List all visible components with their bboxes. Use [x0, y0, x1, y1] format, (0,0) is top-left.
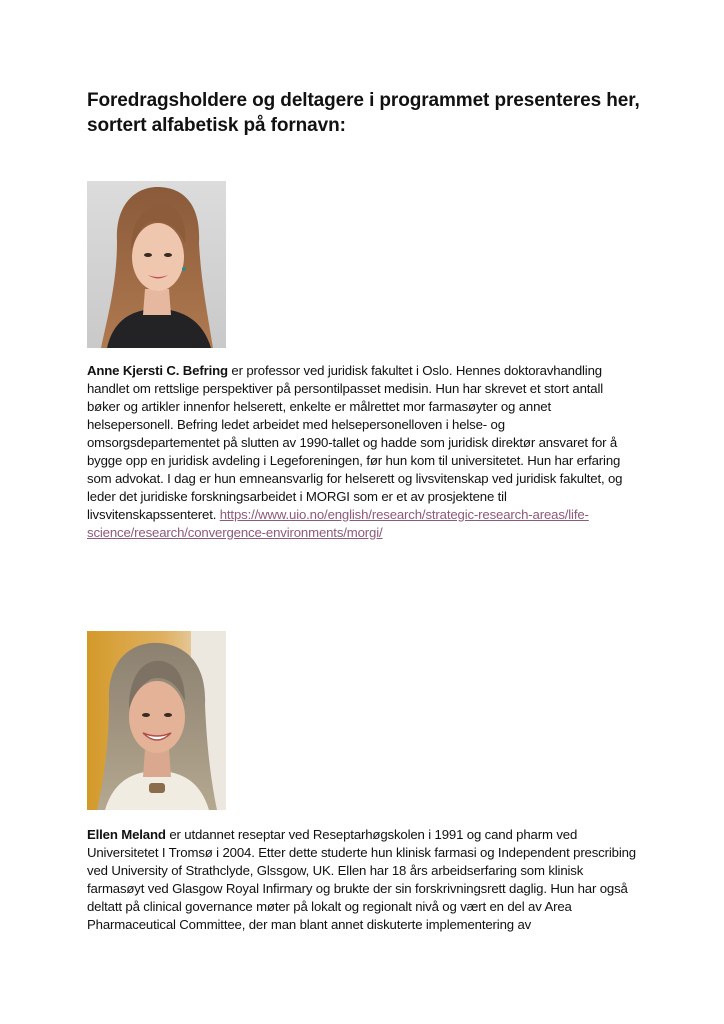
speaker-portrait-photo [87, 181, 226, 348]
speaker-bio-text: er utdannet reseptar ved Reseptarhøgskolen i 1991 og cand pharm ved Universitetet I Tromsø i 2004. Etter dette studerte hun klinisk farmasi og Independent prescribing ved University of Strathclyde, Glssgow, UK. Ellen har 18 års arbeidserfaring som klinisk farmasøyt ved Glasgow Royal Infirmary og brukte der sin forskrivningsrett daglig. Hun har også deltatt på clinical governance møter på lokalt og regionalt nivå og vært en del av Area Pharmaceutical Committee, der man blant annet diskuterte implementering av [87, 827, 636, 932]
page-heading: Foredragsholdere og deltagere i programmet presenteres her, sortert alfabetisk på fornavn: [87, 90, 640, 136]
speaker-portrait-photo [87, 631, 226, 810]
speaker-name: Anne Kjersti C. Befring [87, 363, 228, 378]
speaker-name: Ellen Meland [87, 827, 166, 842]
speaker-bio [87, 826, 639, 934]
morgi-link[interactable]: https://www.uio.no/english/research/strategic-research-areas/life-science/research/convergence-environments/morgi/ [87, 507, 589, 540]
speaker-bio-text: er professor ved juridisk fakultet i Oslo. Hennes doktoravhandling handlet om rettslige perspektiver på persontilpasset medisin. Hun har skrevet et stort antall bøker og artikler innenfor helserett, enkelte er målrettet mor farmasøyter og annet helsepersonell. Befring ledet arbeidet med helsepersonelloven i helse- og omsorgsdepartementet på slutten av 1990-tallet og hadde som juridisk direktør ansvaret for å bygge opp en juridisk avdeling i Legeforeningen, før hun kom til universitetet. Hun har erfaring som advokat. I dag er hun emneansvarlig for helserett og livsvitenskap ved juridisk fakultet, og leder det juridiske forskningsarbeidet i MORGI som er et av prosjektene til livsvitenskapssenteret. [87, 363, 623, 522]
speaker-bio [87, 362, 639, 542]
